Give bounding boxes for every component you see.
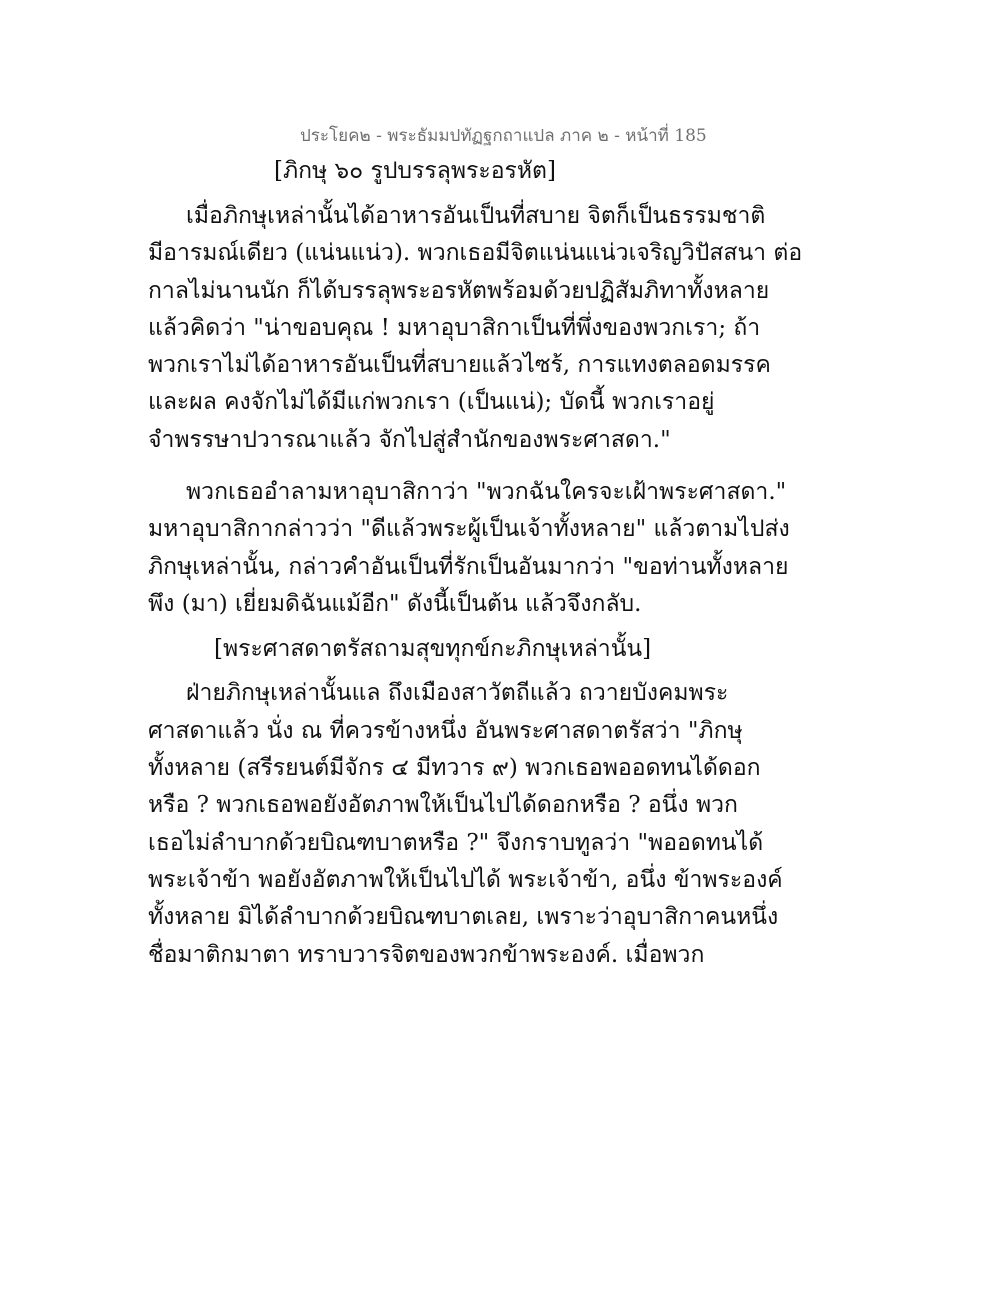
body-line: ภิกษุเหล่านั้น, กล่าวคำอันเป็นที่รักเป็นอันมากว่า "ขอท่านทั้งหลาย [148, 554, 789, 580]
body-line: เธอไม่ลำบากด้วยบิณฑบาตหรือ ?" จึงกราบทูลว่า "พออดทนได้ [148, 830, 764, 856]
body-line: มีอารมณ์เดียว (แน่นแน่ว). พวกเธอมีจิตแน่นแน่วเจริญวิปัสสนา ต่อ [148, 240, 803, 266]
body-line: และผล คงจักไม่ได้มีแก่พวกเรา (เป็นแน่); บัดนี้ พวกเราอยู่ [148, 389, 715, 415]
body-line: ฝ่ายภิกษุเหล่านั้นแล ถึงเมืองสาวัตถีแล้ว ถวายบังคมพระ [186, 680, 729, 706]
running-header: ประโยค๒ - พระธัมมปทัฏฐกถาแปล ภาค ๒ - หน้าที่ 185 [300, 126, 707, 146]
body-line: เมื่อภิกษุเหล่านั้นได้อาหารอันเป็นที่สบาย จิตก็เป็นธรรมชาติ [186, 203, 766, 229]
body-line: พวกเราไม่ได้อาหารอันเป็นที่สบายแล้วไซร้, การแทงตลอดมรรค [148, 352, 771, 378]
body-line: ชื่อมาติกมาตา ทราบวารจิตของพวกข้าพระองค์. เมื่อพวก [148, 942, 705, 968]
body-line: มหาอุบาสิกากล่าวว่า "ดีแล้วพระผู้เป็นเจ้าทั้งหลาย" แล้วตามไปส่ง [148, 516, 790, 542]
body-line: จำพรรษาปวารณาแล้ว จักไปสู่สำนักของพระศาสดา." [148, 427, 671, 453]
body-line: ทั้งหลาย มิได้ลำบากด้วยบิณฑบาตเลย, เพราะว่าอุบาสิกาคนหนึ่ง [148, 904, 779, 930]
body-line: พวกเธออำลามหาอุบาสิกาว่า "พวกฉันใครจะเฝ้าพระศาสดา." [186, 479, 787, 505]
body-line: ทั้งหลาย (สรีรยนต์มีจักร ๔ มีทวาร ๙) พวกเธอพออดทนได้ดอก [148, 755, 761, 781]
body-line: ศาสดาแล้ว นั่ง ณ ที่ควรข้างหนึ่ง อันพระศาสดาตรัสว่า "ภิกษุ [148, 718, 743, 744]
body-line: แล้วคิดว่า "น่าขอบคุณ ! มหาอุบาสิกาเป็นที่พึ่งของพวกเรา; ถ้า [148, 315, 761, 341]
body-line: กาลไม่นานนัก ก็ได้บรรลุพระอรหัตพร้อมด้วยปฏิสัมภิทาทั้งหลาย [148, 278, 770, 304]
body-line: พระเจ้าข้า พอยังอัตภาพให้เป็นไปได้ พระเจ้าข้า, อนึ่ง ข้าพระองค์ [148, 867, 783, 893]
section-heading: [ภิกษุ ๖๐ รูปบรรลุพระอรหัต] [274, 158, 556, 184]
section-heading: [พระศาสดาตรัสถามสุขทุกข์กะภิกษุเหล่านั้น] [214, 636, 652, 662]
body-line: หรือ ? พวกเธอพอยังอัตภาพให้เป็นไปได้ดอกหรือ ? อนึ่ง พวก [148, 792, 738, 818]
body-line: พึง (มา) เยี่ยมดิฉันแม้อีก" ดังนี้เป็นต้น แล้วจึงกลับ. [148, 591, 642, 617]
